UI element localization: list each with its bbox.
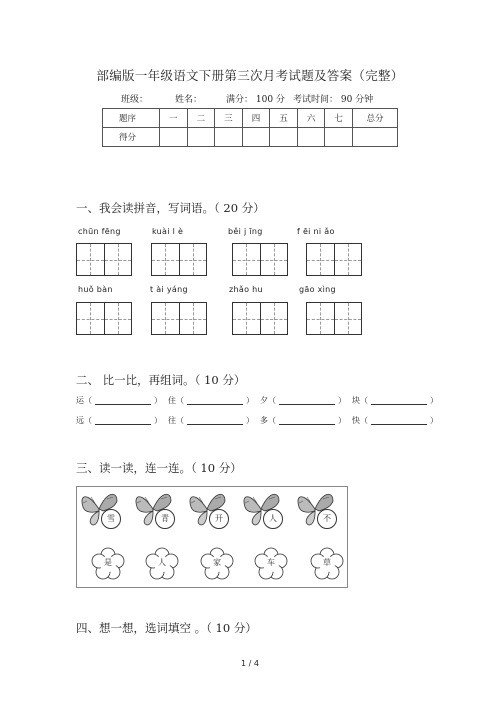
table-cell: 六 bbox=[297, 109, 325, 128]
flower-icon[interactable] bbox=[310, 547, 344, 581]
pinyin-label: chūn fēng bbox=[78, 227, 121, 236]
score-input-cell[interactable] bbox=[270, 128, 298, 147]
page-title: 部编版一年级语文下册第三次月考试题及答案（完整） bbox=[96, 68, 404, 83]
pinyin-label: gāo xìng bbox=[299, 285, 336, 294]
butterfly-char: 开 bbox=[209, 509, 229, 529]
section2-heading: 二、 比一比，再组词。（ 10 分） bbox=[76, 373, 246, 387]
score-input-cell[interactable] bbox=[187, 128, 215, 147]
score-input-cell[interactable] bbox=[160, 128, 188, 147]
score-input-cell[interactable] bbox=[215, 128, 243, 147]
class-label: 班级： bbox=[121, 95, 149, 105]
flower-char: 草 bbox=[323, 558, 331, 567]
writing-grid[interactable] bbox=[151, 243, 207, 276]
table-cell: 一 bbox=[160, 109, 188, 128]
answer-blank[interactable] bbox=[187, 416, 243, 425]
pinyin-label: t ài yáng bbox=[150, 285, 188, 294]
flower-char: 车 bbox=[267, 558, 275, 567]
table-cell: 总分 bbox=[353, 109, 398, 128]
flower-char: 家 bbox=[213, 558, 221, 567]
char-label: 运（ bbox=[76, 396, 92, 405]
score-input-cell[interactable] bbox=[242, 128, 270, 147]
char-label: 远（ bbox=[76, 416, 92, 425]
section3-heading: 三、读一读，连一连。（ 10 分） bbox=[76, 461, 242, 475]
flower-char: 是 bbox=[104, 558, 112, 567]
writing-grid[interactable] bbox=[76, 302, 132, 335]
table-cell: 得分 bbox=[103, 128, 160, 147]
butterfly-icon[interactable] bbox=[295, 489, 339, 529]
answer-blank[interactable] bbox=[279, 416, 335, 425]
bracket-close: ） bbox=[338, 416, 346, 425]
flower-icon[interactable] bbox=[145, 547, 179, 581]
answer-blank[interactable] bbox=[371, 416, 427, 425]
table-cell: 二 bbox=[187, 109, 215, 128]
pinyin-label: huǒ bàn bbox=[78, 285, 113, 294]
answer-blank[interactable] bbox=[187, 396, 243, 405]
pinyin-label: kuài l è bbox=[152, 227, 184, 236]
butterfly-char: 雪 bbox=[101, 509, 121, 529]
score-table-score-row bbox=[103, 128, 398, 147]
table-cell: 题序 bbox=[103, 109, 160, 128]
writing-grid[interactable] bbox=[232, 243, 288, 276]
butterfly-icon[interactable] bbox=[133, 489, 177, 529]
bracket-close: ） bbox=[154, 416, 162, 425]
flower-icon[interactable] bbox=[200, 547, 234, 581]
compare-row bbox=[76, 395, 444, 406]
butterfly-char: 青 bbox=[155, 509, 175, 529]
name-label: 姓名： bbox=[175, 95, 203, 105]
answer-blank[interactable] bbox=[95, 396, 151, 405]
bracket-close: ） bbox=[154, 396, 162, 405]
flower-icon[interactable] bbox=[91, 547, 125, 581]
butterfly-icon[interactable] bbox=[241, 489, 285, 529]
pinyin-label: f ēi ni ǎo bbox=[297, 227, 335, 236]
page-number: 1 / 4 bbox=[241, 659, 259, 668]
section4-heading: 四、想一想，选词填空 。（ 10 分） bbox=[76, 621, 257, 635]
score-table bbox=[102, 108, 398, 147]
butterfly-icon[interactable] bbox=[79, 489, 123, 529]
pinyin-label: zhǎo hu bbox=[229, 285, 263, 294]
score-table-header-row bbox=[103, 109, 398, 128]
butterfly-icon[interactable] bbox=[187, 489, 231, 529]
char-label: 夕（ bbox=[260, 396, 276, 405]
writing-grid[interactable] bbox=[76, 243, 132, 276]
flower-icon[interactable] bbox=[254, 547, 288, 581]
pinyin-label: běi j īng bbox=[228, 227, 263, 236]
table-cell: 三 bbox=[215, 109, 243, 128]
score-input-cell[interactable] bbox=[297, 128, 325, 147]
butterfly-char: 不 bbox=[317, 509, 337, 529]
char-label: 往（ bbox=[168, 416, 184, 425]
matching-picture bbox=[76, 486, 348, 588]
butterfly-char: 人 bbox=[263, 509, 283, 529]
exam-time-label: 考试时间： 90 分钟 bbox=[293, 95, 374, 105]
table-cell: 五 bbox=[270, 109, 298, 128]
writing-grid[interactable] bbox=[306, 243, 362, 276]
answer-blank[interactable] bbox=[95, 416, 151, 425]
char-label: 快（ bbox=[352, 416, 368, 425]
bracket-close: ） bbox=[430, 416, 438, 425]
bracket-close: ） bbox=[246, 416, 254, 425]
compare-row bbox=[76, 415, 444, 426]
full-score-label: 满分： 100 分 bbox=[226, 95, 285, 105]
writing-grid[interactable] bbox=[306, 302, 362, 335]
char-label: 住（ bbox=[168, 396, 184, 405]
answer-blank[interactable] bbox=[371, 396, 427, 405]
bracket-close: ） bbox=[338, 396, 346, 405]
writing-grid[interactable] bbox=[151, 302, 207, 335]
table-cell: 七 bbox=[325, 109, 353, 128]
table-cell: 四 bbox=[242, 109, 270, 128]
writing-grid[interactable] bbox=[232, 302, 288, 335]
section1-heading: 一、我会读拼音，写词语。（ 20 分） bbox=[76, 201, 265, 215]
char-label: 块（ bbox=[352, 396, 368, 405]
score-input-cell[interactable] bbox=[325, 128, 353, 147]
flower-char: 人 bbox=[158, 558, 166, 567]
score-input-cell[interactable] bbox=[353, 128, 398, 147]
char-label: 多（ bbox=[260, 416, 276, 425]
bracket-close: ） bbox=[430, 396, 438, 405]
answer-blank[interactable] bbox=[279, 396, 335, 405]
bracket-close: ） bbox=[246, 396, 254, 405]
